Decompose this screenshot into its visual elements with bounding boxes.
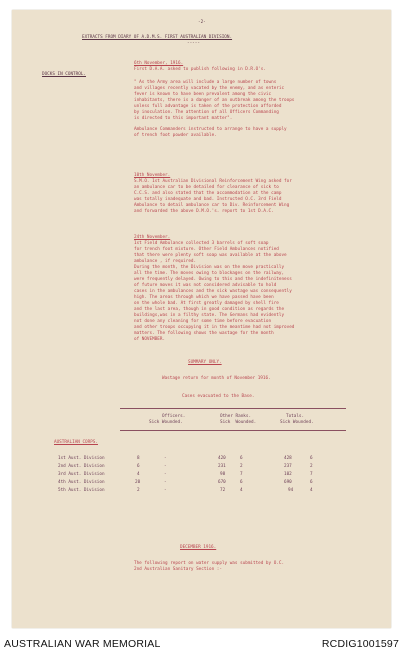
row-division-name: 2nd Aust. Division	[58, 464, 105, 469]
entry-date-2: 10th November.	[134, 173, 171, 178]
table-title: SUMMARY ONLY.	[188, 360, 222, 365]
cell-ranks-wounded: 4	[240, 488, 243, 493]
entry-line: and the last area, though in good condition as regards the	[134, 307, 285, 312]
entry-line: During the month, the Division was on the move practically	[134, 265, 285, 270]
side-label: DOCKS IN CONTROL.	[42, 72, 86, 77]
entry-line: and other troops occupying it in the meantime had not improved	[134, 325, 295, 330]
entry-line: and forwarded the above D.M.O.'s. report to 1st D.A.C.	[134, 209, 274, 214]
cell-total-sick: 94	[288, 488, 294, 493]
cell-total-wounded: 2	[310, 464, 313, 469]
cell-total-wounded: 6	[310, 456, 313, 461]
col-head-officers: Sick Wounded.	[149, 420, 183, 425]
entry-date-3: 24th November.	[134, 235, 171, 240]
cell-officers-sick: 4	[137, 472, 140, 477]
entry-line: matters. The following shows the wastage for the month	[134, 331, 274, 336]
entry-line: for trench foot mixture. Other Field Ambulances notified	[134, 247, 279, 252]
footer-archive-name: AUSTRALIAN WAR MEMORIAL	[4, 638, 161, 650]
col-head-other-ranks: Sick Wounded.	[220, 420, 257, 425]
col-group-officers: Officers.	[162, 414, 186, 419]
cell-officers-sick: 8	[137, 456, 140, 461]
cell-officers-wounded: -	[164, 464, 167, 469]
cell-total-sick: 690	[284, 480, 292, 485]
entry-date-1: 6th November, 1916.	[134, 61, 184, 66]
entry-line: was totally inadequate and bad. Instructed O.C. 3rd Field	[134, 197, 282, 202]
footer-record-id: RCDIG1001597	[321, 638, 399, 650]
cell-ranks-sick: 72	[220, 488, 226, 493]
cell-officers-sick: 2	[137, 488, 140, 493]
entry-line: ambulance , if required.	[134, 259, 197, 264]
heading-underline: -----	[187, 41, 200, 46]
col-head-totals: Sick Wounded.	[280, 420, 314, 425]
entry-line: all the time. The moves owing to blockages on the railway,	[134, 271, 285, 276]
table-rule	[120, 408, 346, 409]
table-subcaption: Cases evacuated to the Base.	[182, 394, 255, 399]
entry-line: on the whole bad. At first greatly damaged by shell fire	[134, 301, 279, 306]
cell-ranks-sick: 420	[218, 456, 226, 461]
entry-line: high. The areas through which we have passed have been	[134, 295, 274, 300]
entry-line: " As the Army area will include a large number of towns	[134, 80, 277, 85]
cell-officers-wounded: -	[164, 488, 167, 493]
cell-ranks-wounded: 7	[240, 472, 243, 477]
entry-line: of NOVEMBER.	[134, 337, 166, 342]
entry-line: that there were plenty soft soap was available at the above	[134, 253, 287, 258]
cell-total-wounded: 4	[310, 488, 313, 493]
entry-line: inhabitants, there is a danger of an outbreak among the troops	[134, 98, 295, 103]
cell-ranks-sick: 670	[218, 480, 226, 485]
cell-total-sick: 237	[284, 464, 292, 469]
cell-officers-wounded: -	[164, 480, 167, 485]
page-number: -2-	[198, 20, 206, 25]
cell-ranks-wounded: 6	[240, 456, 243, 461]
entry-line: 1st Field Ambulance collected 3 barrels of soft soap	[134, 241, 269, 246]
entry-line: fever is known to have been prevalent among the civic	[134, 92, 272, 97]
table-rule	[120, 430, 346, 431]
cell-total-sick: 102	[284, 472, 292, 477]
row-group-label: AUSTRALIAN CORPS.	[54, 440, 98, 445]
document-heading: EXTRACTS FROM DIARY OF A.D.M.S. FIRST AUSTRALIAN DIVISION.	[82, 35, 233, 40]
cell-officers-sick: 20	[135, 480, 141, 485]
cell-ranks-wounded: 6	[240, 480, 243, 485]
entry-line: not done any cleaning for some time before evacuation	[134, 319, 272, 324]
row-division-name: 4th Aust. Division	[58, 480, 105, 485]
entry-line: Ambulance to detail ambulance car to Div. Reinforcement Wing	[134, 203, 290, 208]
closing-line: The following report on water supply was submitted by O.C.	[134, 561, 285, 566]
entry-line: of trench foot powder available.	[134, 133, 217, 138]
cell-ranks-sick: 98	[220, 472, 226, 477]
entry-line: S.M.O. 1st Australian Divisional Reinforcement Wing asked for	[134, 179, 292, 184]
closing-date: DECEMBER 1916.	[180, 545, 217, 550]
cell-officers-wounded: -	[164, 472, 167, 477]
row-division-name: 5th Aust. Division	[58, 488, 105, 493]
cell-ranks-wounded: 2	[240, 464, 243, 469]
entry-line: and villages recently vacated by the enemy, and as enteric	[134, 86, 285, 91]
entry-line: buildings,was in a filthy state. The Germans had evidently	[134, 313, 285, 318]
entry-line: First D.A.A. asked to publish following in D.R.O's.	[134, 67, 266, 72]
entry-line: of future moves it was not considered advisable to hold	[134, 283, 277, 288]
cell-ranks-sick: 231	[218, 464, 226, 469]
cell-officers-wounded: -	[164, 456, 167, 461]
cell-officers-sick: 6	[137, 464, 140, 469]
cell-total-wounded: 7	[310, 472, 313, 477]
entry-line: were frequently delayed. Owing to this and the indefiniteness	[134, 277, 292, 282]
entry-line: by inoculation. The attention of all Officers Commanding	[134, 110, 279, 115]
document-page	[12, 10, 391, 628]
entry-line: Ambulance Commanders instructed to arrange to have a supply	[134, 127, 287, 132]
row-division-name: 3rd Aust. Division	[58, 472, 105, 477]
closing-line: 2nd Australian Sanitary Section :-	[134, 567, 222, 572]
entry-line: is directed to this important matter".	[134, 116, 233, 121]
entry-line: unless full advantage is taken of the protection afforded	[134, 104, 282, 109]
table-caption: Wastage return for month of November 1916.	[162, 376, 271, 381]
row-division-name: 1st Aust. Division	[58, 456, 105, 461]
entry-line: cases in the ambulances and the sick wastage was consequently	[134, 289, 292, 294]
cell-total-wounded: 6	[310, 480, 313, 485]
entry-line: C.C.S. and also stated that the accommodation at the camp	[134, 191, 282, 196]
entry-line: an ambulance car to be detailed for clearance of sick to	[134, 185, 279, 190]
col-group-totals: Totals.	[286, 414, 305, 419]
cell-total-sick: 428	[284, 456, 292, 461]
col-group-other-ranks: Other Ranks.	[220, 414, 252, 419]
